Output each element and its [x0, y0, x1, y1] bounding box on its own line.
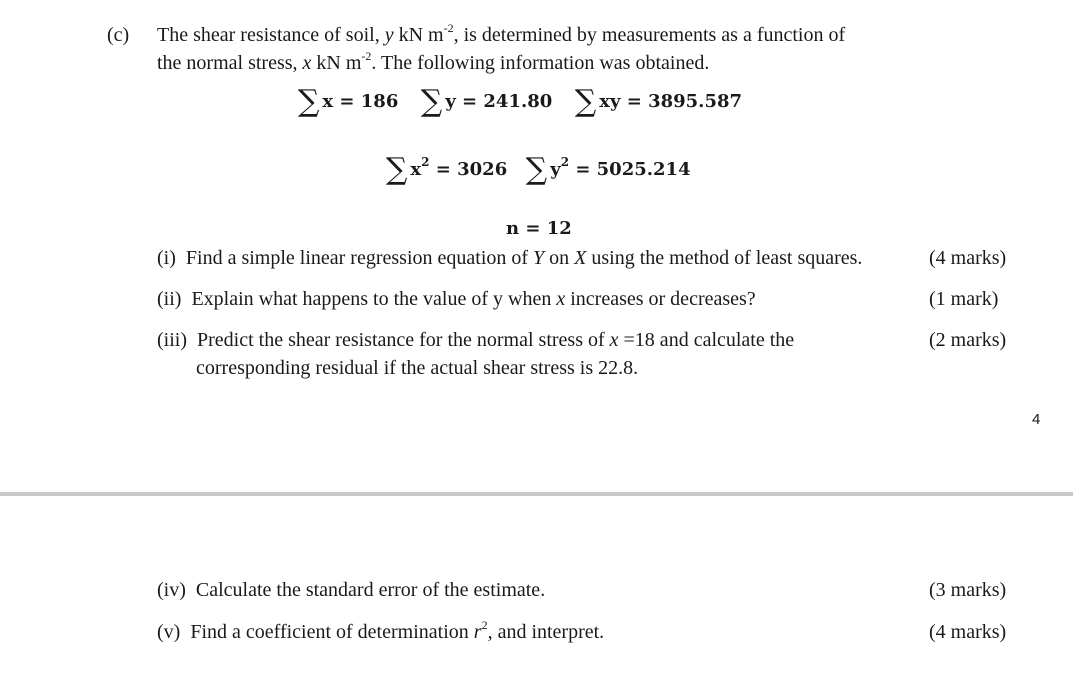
question-text: using the method of least squares. [586, 247, 863, 269]
question-number: (v) [157, 621, 181, 643]
question-number: (ii) [157, 288, 182, 310]
question-text: Find a simple linear regression equation of [185, 247, 534, 269]
marks-iii: (2 marks) [929, 329, 1007, 351]
question-i [157, 247, 862, 270]
exponent: 2 [481, 618, 488, 632]
sum-y2: = 5025.214 [569, 159, 691, 180]
page-number: 4 [1032, 411, 1041, 428]
question-text: Explain what happens to the value of y when [191, 288, 557, 310]
sum-x2-var: x [410, 159, 422, 180]
sum-x2: = 3026 [429, 159, 508, 180]
unit-text: kN m [393, 24, 444, 46]
question-text: Calculate the standard error of the estimate. [195, 579, 546, 601]
sigma-icon: ∑ [525, 152, 548, 187]
sum-xy: xy = 3895.587 [599, 91, 743, 112]
question-ii [157, 288, 756, 311]
question-number: (iv) [157, 579, 186, 601]
question-text: on [544, 247, 575, 269]
sigma-icon: ∑ [420, 84, 443, 119]
intro-line-2 [157, 49, 710, 75]
question-iii-line-2: corresponding residual if the actual shear stress is 22.8. [196, 357, 639, 379]
page-divider [0, 492, 1073, 496]
question-text: Predict the shear resistance for the normal stress of [197, 329, 610, 351]
marks-ii: (1 mark) [929, 288, 999, 310]
sigma-icon: ∑ [574, 84, 597, 119]
sigma-icon: ∑ [298, 84, 320, 119]
question-text: Find a coefficient of determination [190, 621, 474, 643]
marks-i: (4 marks) [929, 247, 1007, 269]
unit-exponent: -2 [361, 49, 372, 63]
var-Y: Y [533, 247, 545, 269]
question-text: increases or decreases? [565, 288, 756, 310]
unit-text: kN m [311, 52, 362, 74]
unit-exponent: -2 [443, 21, 454, 35]
intro-line-1 [157, 21, 846, 47]
intro-text: , is determined by measurements as a function of [453, 24, 846, 46]
question-number: (iii) [157, 329, 187, 351]
question-v [157, 618, 605, 644]
question-text: =18 and calculate the [618, 329, 795, 351]
var-r: r [473, 621, 482, 643]
sum-y2-var: y [550, 159, 561, 180]
sum-x: x = 186 [322, 91, 399, 112]
intro-text: . The following information was obtained. [371, 52, 710, 74]
question-number: (i) [157, 247, 176, 269]
question-iii [157, 329, 794, 352]
sum-row-1 [298, 84, 742, 119]
var-y: y [384, 24, 394, 46]
var-x: x [302, 52, 312, 74]
marks-v: (4 marks) [929, 621, 1007, 643]
marks-iv: (3 marks) [929, 579, 1007, 601]
var-X: X [574, 247, 587, 269]
sum-row-2 [386, 152, 691, 187]
intro-text: The shear resistance of soil, [157, 24, 385, 46]
var-x: x [556, 288, 566, 310]
question-text: , and interpret. [487, 621, 605, 643]
part-label: (c) [107, 24, 130, 46]
exponent: 2 [560, 155, 570, 169]
sigma-icon: ∑ [386, 152, 408, 187]
intro-text: the normal stress, [157, 52, 303, 74]
exponent: 2 [421, 155, 430, 169]
var-x: x [609, 329, 619, 351]
question-iv [157, 579, 545, 602]
sum-y: y = 241.80 [445, 91, 553, 112]
sample-size: n = 12 [506, 218, 572, 239]
